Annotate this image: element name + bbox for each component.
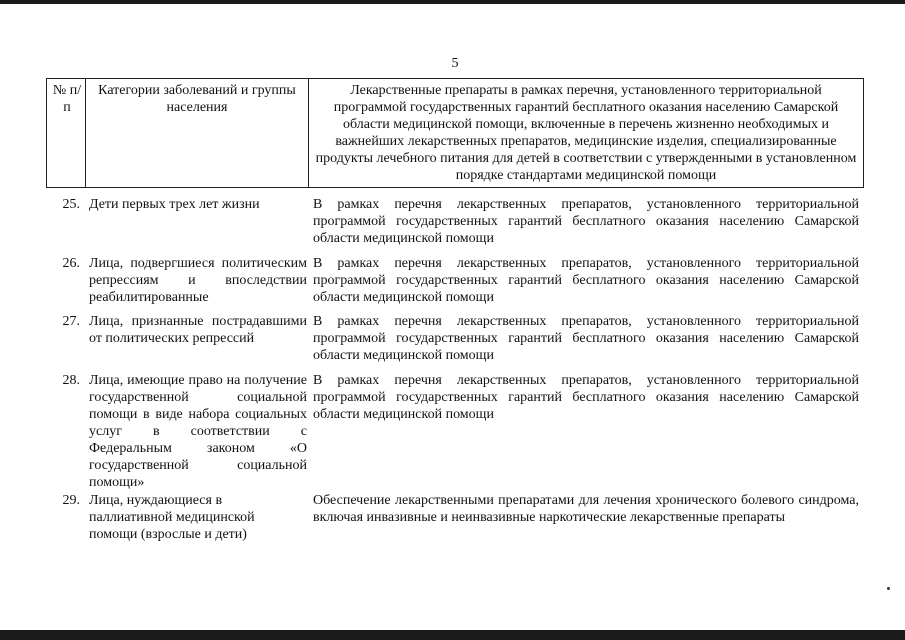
header-col-drugs: Лекарственные препараты в рамках перечня, установленного территориальной программой государственных гарантий бесплатного оказания населению Самарской области медицинской помощи, включенные в перечень жизненно необходимых и важнейших лекарственных препаратов, медицинские изделия, специализированные продукты лечебного питания для детей в соответствии с утвержденными в установленном порядке стандартами медицинской помощи — [315, 83, 857, 183]
header-divider-2 — [308, 78, 309, 188]
scan-speck — [887, 587, 890, 590]
row-26-drugs: В рамках перечня лекарственных препаратов, установленного территориальной программой государственных гарантий бесплатного оказания населению Самарской области медицинской помощи — [313, 256, 859, 305]
page-number: 5 — [451, 56, 459, 71]
row-26-num: 26. — [62, 256, 80, 271]
row-29-category: Лица, нуждающиеся в паллиативной медицинской помощи (взрослые и дети) — [89, 493, 255, 542]
header-col-num: № п/п — [52, 83, 82, 115]
row-27-category: Лица, признанные пострадавшими от политических репрессий — [89, 314, 307, 346]
row-28-num: 28. — [62, 373, 80, 388]
row-25-num: 25. — [62, 197, 80, 212]
row-27-num: 27. — [62, 314, 80, 329]
row-28-category: Лица, имеющие право на получение государственной социальной помощи в виде набора социальных услуг в соответствии с Федеральным законом «О государственной социальной помощи» — [89, 373, 307, 490]
row-27-drugs: В рамках перечня лекарственных препаратов, установленного территориальной программой государственных гарантий бесплатного оказания населению Самарской области медицинской помощи — [313, 314, 859, 363]
header-col-category: Категории заболеваний и группы населения — [98, 83, 296, 115]
row-26-category: Лица, подвергшиеся политическим репрессиям и впоследствии реабилитированные — [89, 256, 307, 305]
bottom-border — [0, 630, 905, 640]
row-29-drugs: Обеспечение лекарственными препаратами для лечения хронического болевого синдрома, включая инвазивные и неинвазивные наркотические лекарственные препараты — [313, 493, 859, 525]
row-29-num: 29. — [62, 493, 80, 508]
header-divider-1 — [85, 78, 86, 188]
row-25-drugs: В рамках перечня лекарственных препаратов, установленного территориальной программой государственных гарантий бесплатного оказания населению Самарской области медицинской помощи — [313, 197, 859, 246]
row-25-category: Дети первых трех лет жизни — [89, 197, 260, 212]
top-border — [0, 0, 905, 4]
row-28-drugs: В рамках перечня лекарственных препаратов, установленного территориальной программой государственных гарантий бесплатного оказания населению Самарской области медицинской помощи — [313, 373, 859, 422]
